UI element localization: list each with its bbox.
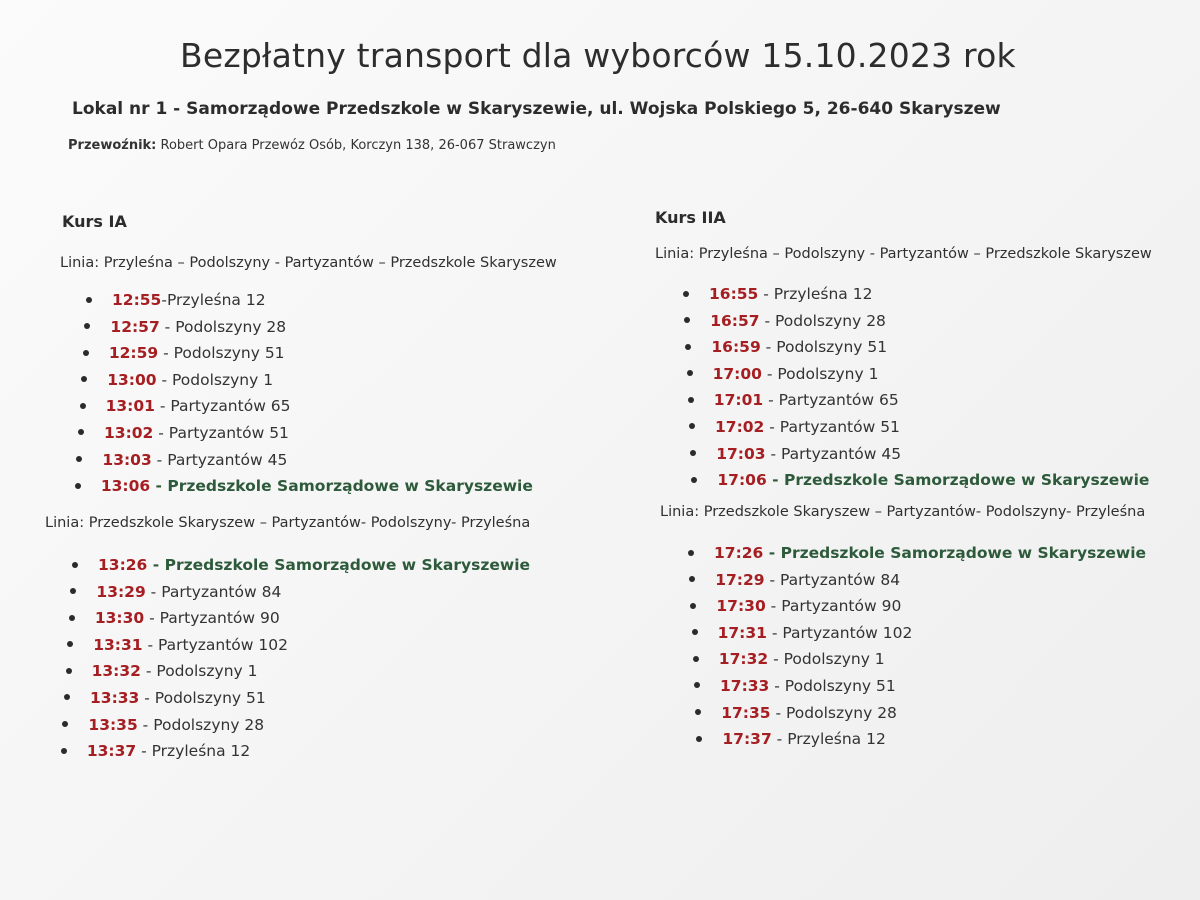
stop-time: 12:55	[112, 291, 162, 309]
bullet-icon	[72, 562, 78, 568]
stop-place: Partyzantów 65	[778, 391, 899, 410]
stop-item	[67, 632, 530, 659]
stop-separator: -	[763, 544, 781, 562]
stop-place: Partyzantów 84	[779, 570, 901, 589]
stop-separator: -	[763, 391, 779, 410]
stop-time: 17:33	[720, 676, 770, 695]
bullet-icon	[691, 477, 697, 483]
stop-time: 13:37	[86, 742, 137, 761]
stop-item	[689, 414, 1149, 441]
bullet-icon	[66, 668, 72, 674]
bullet-icon	[687, 370, 693, 376]
stop-separator: -	[766, 623, 783, 642]
bullet-icon	[684, 317, 690, 323]
stop-time: 13:02	[104, 423, 154, 442]
stop-time: 13:30	[94, 609, 145, 628]
carrier-value: Robert Opara Przewóz Osób, Korczyn 138, 26-067 Strawczyn	[160, 138, 556, 153]
stop-item	[81, 367, 533, 394]
stop-place: Podolszyny 51	[173, 344, 285, 363]
bullet-icon	[694, 682, 700, 688]
stop-item	[62, 712, 530, 739]
stop-item	[70, 579, 530, 606]
stop-item	[76, 447, 532, 474]
stop-time: 17:31	[717, 623, 767, 642]
stop-place-destination: Przedszkole Samorządowe w Skaryszewie	[164, 556, 531, 574]
stop-time: 13:26	[98, 556, 148, 574]
bullet-icon	[692, 629, 698, 635]
stop-time: 13:35	[88, 715, 138, 734]
stop-item	[69, 605, 530, 632]
bullet-icon	[688, 550, 694, 556]
stop-place: Podolszyny 1	[156, 662, 258, 681]
stop-place-destination: Przedszkole Samorządowe w Skaryszewie	[167, 477, 533, 496]
stop-place: Podolszyny 28	[774, 311, 886, 330]
bullet-icon	[70, 588, 76, 594]
stop-item	[685, 334, 1149, 361]
stop-separator: -	[758, 285, 774, 303]
stop-list-left-1	[86, 287, 533, 500]
bullet-icon	[690, 450, 696, 456]
stop-time: 16:55	[709, 285, 759, 303]
stop-separator: -	[770, 703, 786, 722]
stop-list-left-2	[72, 552, 530, 765]
stop-time: 17:32	[718, 650, 769, 669]
stop-item	[684, 308, 1149, 335]
course-heading-right: Kurs IIA	[655, 208, 726, 227]
stop-place: Partyzantów 102	[158, 635, 288, 654]
stop-time: 13:01	[105, 397, 155, 416]
route-label-right-2: Linia: Przedszkole Skaryszew – Partyzantów- Podolszyny- Przyleśna	[660, 504, 1146, 520]
stop-separator: -	[154, 397, 171, 416]
stop-separator: -	[765, 444, 781, 463]
bullet-icon	[67, 641, 73, 647]
bullet-icon	[693, 656, 699, 662]
stop-time: 13:32	[91, 662, 141, 681]
stop-place: Partyzantów 102	[782, 623, 913, 642]
document-title: Bezpłatny transport dla wyborców 15.10.2023 rok	[180, 36, 1016, 75]
stop-item	[687, 361, 1150, 388]
carrier-line	[68, 138, 556, 153]
route-label-right-1: Linia: Przyleśna – Podolszyny - Partyzantów – Przedszkole Skaryszew	[655, 246, 1152, 262]
stop-item	[690, 441, 1149, 468]
stop-time: 17:06	[717, 471, 767, 490]
stop-item	[694, 673, 1146, 700]
stop-place: Partyzantów 84	[161, 582, 282, 601]
stop-item	[688, 387, 1150, 414]
stop-place: Przyleśna 12	[166, 291, 266, 309]
stop-item	[75, 473, 533, 500]
stop-item	[64, 685, 530, 712]
stop-time: 12:59	[108, 344, 159, 363]
carrier-label: Przewoźnik:	[68, 138, 157, 153]
course-heading-left: Kurs IA	[62, 212, 127, 231]
bullet-icon	[683, 291, 689, 297]
stop-item	[683, 281, 1149, 308]
bullet-icon	[696, 736, 702, 742]
stop-item	[693, 646, 1146, 673]
stop-item	[690, 593, 1146, 620]
stop-separator: -	[140, 662, 157, 681]
stop-time: 17:01	[713, 391, 764, 410]
bullet-icon	[689, 576, 695, 582]
stop-time: 13:06	[100, 477, 151, 496]
stop-time: 13:03	[102, 450, 152, 469]
stop-place: Partyzantów 51	[168, 423, 289, 442]
stop-separator: -	[142, 635, 158, 654]
stop-time: 17:00	[712, 364, 762, 383]
stop-place: Podolszyny 51	[154, 688, 266, 707]
bullet-icon	[62, 721, 68, 727]
stop-time: 12:57	[110, 317, 160, 336]
stop-separator: -	[764, 417, 780, 436]
stop-separator: -	[766, 471, 784, 490]
stop-place-destination: Przedszkole Samorządowe w Skaryszewie	[783, 471, 1150, 490]
stop-time: 16:57	[710, 311, 760, 330]
bullet-icon	[689, 423, 695, 429]
bullet-icon	[69, 615, 75, 621]
stop-item	[689, 567, 1146, 594]
stop-time: 13:29	[96, 582, 146, 601]
stop-item	[78, 420, 533, 447]
route-label-left-1: Linia: Przyleśna – Podolszyny - Partyzantów – Przedszkole Skaryszew	[60, 255, 557, 271]
stop-place: Przyleśna 12	[773, 285, 873, 303]
stop-separator: -	[150, 477, 168, 496]
bullet-icon	[61, 748, 67, 754]
stop-place: Przyleśna 12	[151, 742, 251, 761]
bullet-icon	[690, 603, 696, 609]
stop-separator: -	[760, 338, 777, 357]
stop-place: Przyleśna 12	[787, 730, 886, 749]
stop-item	[688, 540, 1146, 567]
stop-time: 17:35	[721, 703, 771, 722]
polling-station-line: Lokal nr 1 - Samorządowe Przedszkole w Skaryszewie, ul. Wojska Polskiego 5, 26-640 Skaryszew	[72, 99, 1001, 119]
stop-place: Partyzantów 45	[780, 444, 902, 463]
stop-place: Podolszyny 51	[776, 338, 888, 357]
stop-separator: -	[147, 556, 165, 574]
stop-item	[66, 658, 530, 685]
stop-time: 13:33	[90, 688, 140, 707]
stop-place: Podolszyny 28	[153, 715, 265, 734]
stop-time: 17:26	[714, 544, 764, 562]
stop-place: Podolszyny 28	[785, 703, 897, 722]
bullet-icon	[83, 350, 89, 356]
stop-separator: -	[771, 730, 788, 749]
stop-separator: -	[764, 570, 780, 589]
stop-separator: -	[768, 650, 784, 669]
stop-item	[692, 620, 1146, 647]
stop-place: Podolszyny 1	[783, 650, 885, 669]
stop-list-right-1	[683, 281, 1149, 494]
stop-separator: -	[161, 291, 167, 309]
stop-separator: -	[156, 370, 172, 389]
stop-separator: -	[153, 423, 169, 442]
bullet-icon	[685, 344, 691, 350]
stop-time: 17:37	[722, 730, 772, 749]
stop-item	[72, 552, 530, 579]
stop-separator: -	[151, 450, 168, 469]
route-label-left-2: Linia: Przedszkole Skaryszew – Partyzantów- Podolszyny- Przyleśna	[45, 515, 531, 531]
stop-item	[61, 738, 530, 765]
stop-place: Podolszyny 28	[175, 317, 287, 336]
stop-list-right-2	[688, 540, 1146, 753]
stop-place: Podolszyny 51	[784, 676, 896, 695]
stop-item	[695, 700, 1146, 727]
stop-time: 17:02	[715, 417, 765, 436]
stop-place: Partyzantów 51	[779, 417, 900, 436]
stop-separator: -	[144, 609, 160, 628]
stop-time: 17:30	[716, 597, 766, 616]
stop-time: 13:00	[107, 370, 157, 389]
stop-separator: -	[137, 715, 154, 734]
stop-place-destination: Przedszkole Samorządowe w Skaryszewie	[780, 544, 1147, 562]
stop-place: Partyzantów 65	[170, 397, 291, 416]
bullet-icon	[84, 323, 90, 329]
stop-separator: -	[159, 317, 176, 336]
stop-item	[80, 393, 533, 420]
stop-place: Podolszyny 1	[172, 370, 274, 389]
stop-separator: -	[145, 582, 162, 601]
stop-place: Partyzantów 90	[781, 597, 902, 616]
bullet-icon	[78, 429, 84, 435]
bullet-icon	[75, 483, 81, 489]
stop-item	[86, 287, 533, 314]
stop-place: Partyzantów 45	[167, 450, 288, 469]
bullet-icon	[64, 694, 70, 700]
bullet-icon	[76, 456, 82, 462]
stop-time: 16:59	[711, 338, 761, 357]
stop-item	[696, 726, 1146, 753]
stop-time: 13:31	[93, 635, 143, 654]
bullet-icon	[80, 403, 86, 409]
stop-separator: -	[759, 311, 775, 330]
stop-time: 17:03	[716, 444, 766, 463]
stop-item	[691, 467, 1149, 494]
stop-separator: -	[136, 742, 152, 761]
bullet-icon	[695, 709, 701, 715]
stop-place: Podolszyny 1	[777, 364, 879, 383]
stop-place: Partyzantów 90	[159, 609, 280, 628]
stop-separator: -	[765, 597, 782, 616]
stop-item	[83, 340, 533, 367]
stop-time: 17:29	[715, 570, 765, 589]
stop-item	[84, 314, 532, 341]
bullet-icon	[688, 397, 694, 403]
stop-separator: -	[761, 364, 778, 383]
stop-separator: -	[769, 676, 785, 695]
stop-separator: -	[139, 688, 155, 707]
stop-separator: -	[158, 344, 174, 363]
bullet-icon	[86, 297, 92, 303]
bullet-icon	[81, 376, 87, 382]
